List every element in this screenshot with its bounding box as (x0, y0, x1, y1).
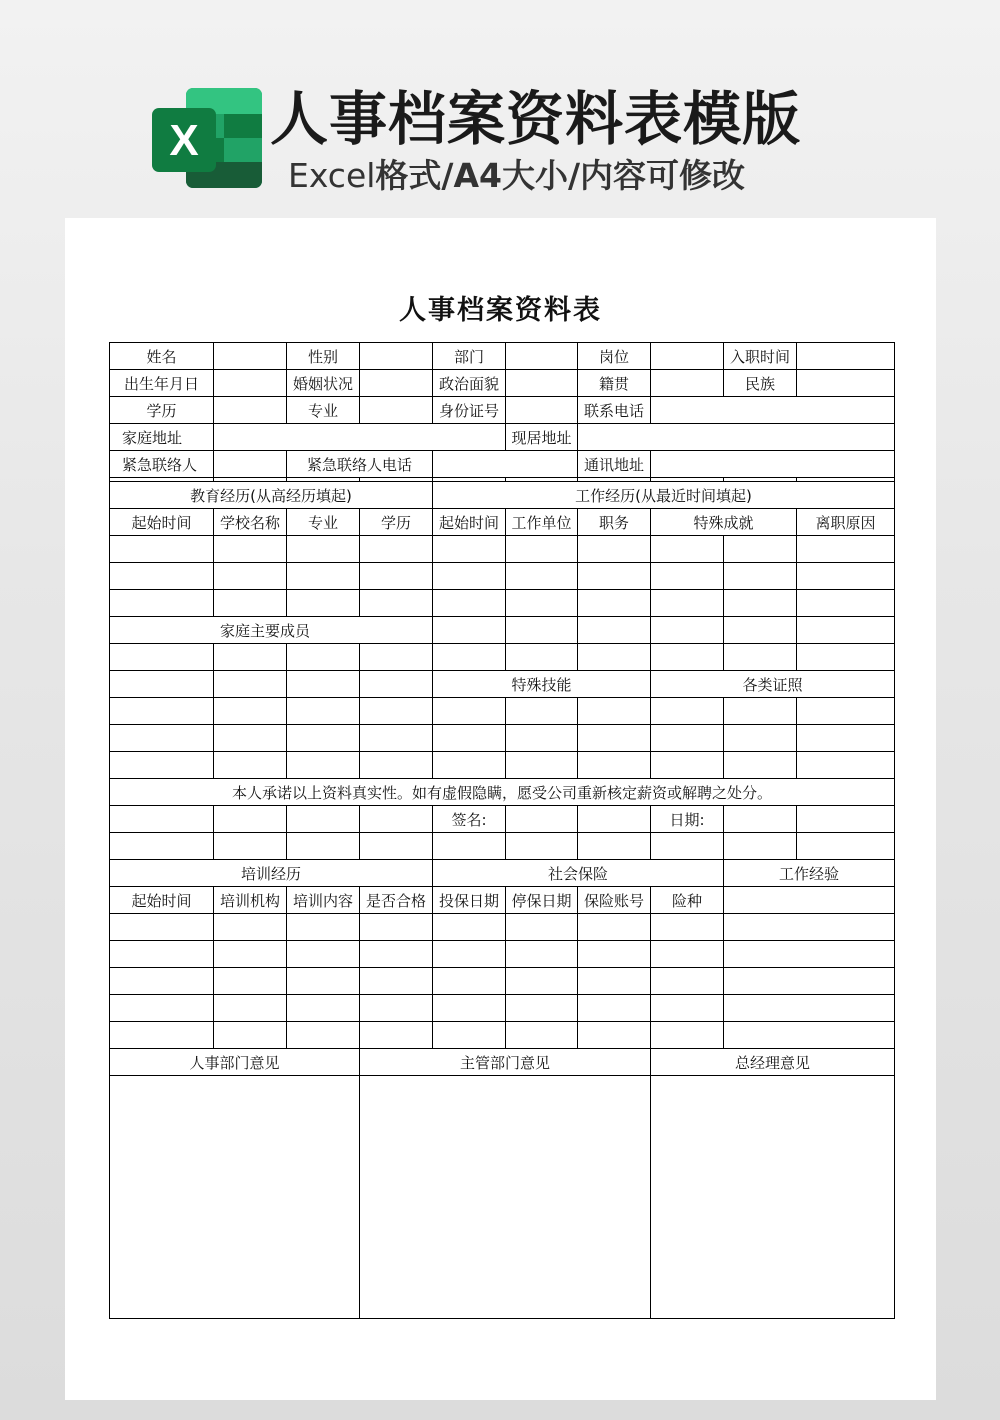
table-row (110, 590, 895, 617)
pledge-text: 本人承诺以上资料真实性。如有虚假隐瞒，愿受公司重新核定薪资或解聘之处分。 (110, 779, 895, 806)
label-mail-addr: 通讯地址 (578, 451, 651, 478)
label-ethnic: 民族 (724, 370, 797, 397)
label-sign: 签名: (433, 806, 506, 833)
work-col-start: 起始时间 (433, 509, 506, 536)
training-col-passed: 是否合格 (360, 887, 433, 914)
experience-header: 工作经验 (724, 860, 895, 887)
input-education[interactable] (214, 397, 287, 424)
subtitle-rest: 格式/A4大小/内容可修改 (375, 156, 746, 195)
input-name[interactable] (214, 343, 287, 370)
skills-header: 特殊技能 (433, 671, 651, 698)
label-political: 政治面貌 (433, 370, 506, 397)
input-phone[interactable] (651, 397, 895, 424)
input-current-addr[interactable] (578, 424, 895, 451)
table-row (110, 941, 895, 968)
label-hire-date: 入职时间 (724, 343, 797, 370)
label-name: 姓名 (110, 343, 214, 370)
table-row (110, 698, 895, 725)
label-emergency: 紧急联络人 (110, 451, 214, 478)
social-col-start: 投保日期 (433, 887, 506, 914)
banner (0, 0, 1000, 218)
work-col-company: 工作单位 (506, 509, 578, 536)
label-marital: 婚姻状况 (287, 370, 360, 397)
label-birth: 出生年月日 (110, 370, 214, 397)
paper-sheet (65, 218, 936, 1400)
label-emergency-phone: 紧急联络人电话 (287, 451, 433, 478)
social-col-account: 保险账号 (578, 887, 651, 914)
input-ethnic[interactable] (797, 370, 895, 397)
training-col-org: 培训机构 (214, 887, 287, 914)
input-birth[interactable] (214, 370, 287, 397)
row-training-headers (110, 860, 895, 887)
edu-col-major: 专业 (287, 509, 360, 536)
input-marital[interactable] (360, 370, 433, 397)
row-training-columns (110, 887, 895, 914)
label-home-addr: 家庭地址 (110, 424, 214, 451)
experience-cell[interactable] (724, 887, 895, 914)
input-emergency-phone[interactable] (433, 451, 578, 478)
row-basic-3 (110, 397, 895, 424)
input-mail-addr[interactable] (651, 451, 895, 478)
row-family-header (110, 617, 895, 644)
label-date: 日期: (651, 806, 724, 833)
table-row (110, 995, 895, 1022)
edu-col-start: 起始时间 (110, 509, 214, 536)
table-row (110, 752, 895, 779)
work-col-title: 职务 (578, 509, 651, 536)
row-pledge (110, 779, 895, 806)
work-header: 工作经历(从最近时间填起) (433, 482, 895, 509)
work-col-leave-reason: 离职原因 (797, 509, 895, 536)
social-col-stop: 停保日期 (506, 887, 578, 914)
input-political[interactable] (506, 370, 578, 397)
row-basic-1 (110, 343, 895, 370)
table-row (110, 833, 895, 860)
personnel-form-table (109, 342, 895, 1319)
work-col-achievement: 特殊成就 (651, 509, 797, 536)
opinion-hr-area[interactable] (110, 1076, 360, 1319)
training-col-content: 培训内容 (287, 887, 360, 914)
subtitle (288, 150, 745, 197)
row-skills-header (110, 671, 895, 698)
opinion-gm-area[interactable] (651, 1076, 895, 1319)
input-dept[interactable] (506, 343, 578, 370)
label-native: 籍贯 (578, 370, 651, 397)
excel-logo-icon (152, 88, 264, 188)
input-date[interactable] (724, 806, 797, 833)
form-title: 人事档案资料表 (399, 295, 602, 326)
label-gender: 性别 (287, 343, 360, 370)
input-hire-date[interactable] (797, 343, 895, 370)
table-row (110, 914, 895, 941)
table-row (110, 563, 895, 590)
label-dept: 部门 (433, 343, 506, 370)
edu-col-degree: 学历 (360, 509, 433, 536)
main-title: 人事档案资料表模版 (270, 85, 802, 153)
table-row (110, 644, 895, 671)
opinion-supervisor-area[interactable] (360, 1076, 651, 1319)
row-history-columns (110, 509, 895, 536)
social-col-type: 险种 (651, 887, 724, 914)
table-row (110, 725, 895, 752)
row-basic-2 (110, 370, 895, 397)
cert-header: 各类证照 (651, 671, 895, 698)
training-col-start: 起始时间 (110, 887, 214, 914)
row-opinion-body (110, 1076, 895, 1319)
row-basic-5 (110, 451, 895, 478)
training-header: 培训经历 (110, 860, 433, 887)
table-row (110, 536, 895, 563)
label-current-addr: 现居地址 (506, 424, 578, 451)
input-position[interactable] (651, 343, 724, 370)
subtitle-excel: Excel (288, 156, 376, 195)
input-major[interactable] (360, 397, 433, 424)
label-education: 学历 (110, 397, 214, 424)
opinion-hr-header: 人事部门意见 (110, 1049, 360, 1076)
social-header: 社会保险 (433, 860, 724, 887)
label-id-no: 身份证号 (433, 397, 506, 424)
edu-header: 教育经历(从高经历填起) (110, 482, 433, 509)
excel-logo-letter: X (169, 116, 199, 165)
input-emergency[interactable] (214, 451, 287, 478)
input-id-no[interactable] (506, 397, 578, 424)
table-row (110, 968, 895, 995)
table-row (110, 1022, 895, 1049)
input-gender[interactable] (360, 343, 433, 370)
input-home-addr[interactable] (214, 424, 506, 451)
label-phone: 联系电话 (578, 397, 651, 424)
row-basic-4 (110, 424, 895, 451)
edu-col-school: 学校名称 (214, 509, 287, 536)
label-major: 专业 (287, 397, 360, 424)
opinion-supervisor-header: 主管部门意见 (360, 1049, 651, 1076)
row-history-headers (110, 482, 895, 509)
input-native[interactable] (651, 370, 724, 397)
opinion-gm-header: 总经理意见 (651, 1049, 895, 1076)
family-header: 家庭主要成员 (110, 617, 433, 644)
row-opinion-headers (110, 1049, 895, 1076)
input-sign[interactable] (506, 806, 578, 833)
row-sign (110, 806, 895, 833)
label-position: 岗位 (578, 343, 651, 370)
